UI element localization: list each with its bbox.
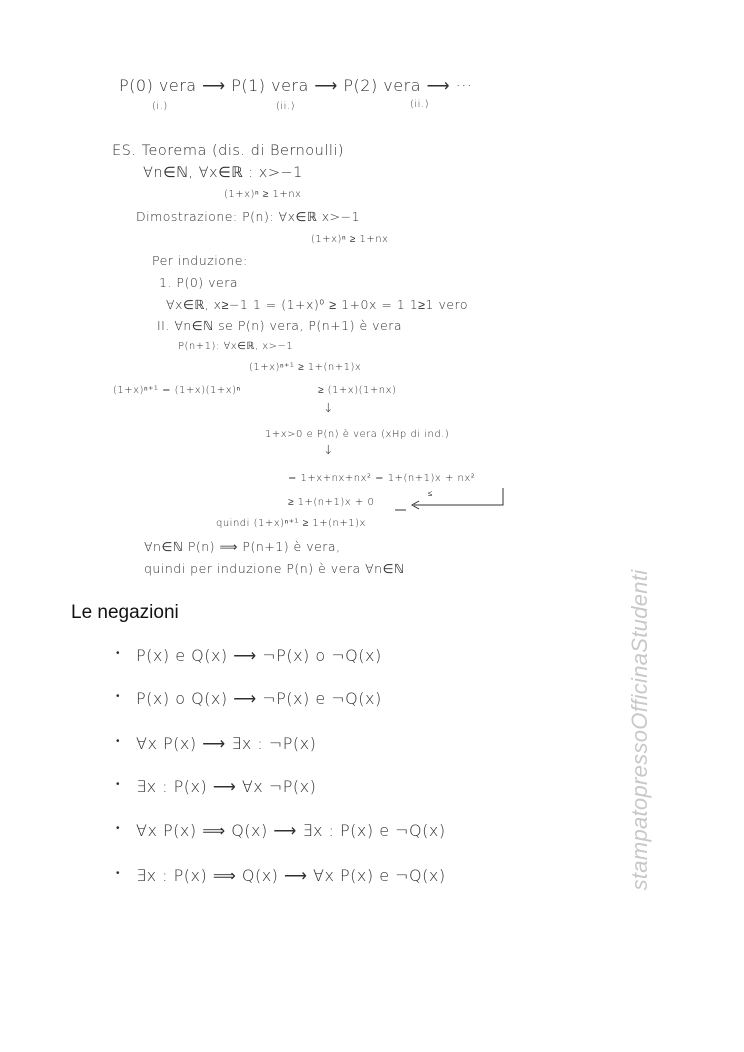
conclusion-line-1: ∀n∈ℕ P(n) ⟹ P(n+1) è vera, bbox=[144, 539, 341, 554]
by-induction-label: Per induzione: bbox=[152, 253, 248, 268]
down-arrow-2: ↓ bbox=[323, 442, 334, 457]
negation-item: ∃x : P(x) ⟶ ∀x ¬P(x) bbox=[136, 777, 317, 796]
inductive-claim: P(n+1): ∀x∈ℝ, x>−1 bbox=[178, 341, 294, 352]
chain-note-2: (ii.) bbox=[276, 101, 296, 112]
negation-item: P(x) o Q(x) ⟶ ¬P(x) e ¬Q(x) bbox=[136, 689, 382, 708]
justification: 1+x>0 e P(n) è vera (xHp di ind.) bbox=[265, 429, 450, 440]
theorem-statement: ∀n∈ℕ, ∀x∈ℝ : x>−1 bbox=[143, 165, 303, 181]
leq-mark: ≤ bbox=[428, 489, 433, 498]
bullet: • bbox=[116, 779, 121, 790]
watermark: stampatopressoOfficinaStudenti bbox=[627, 569, 652, 891]
proof-title: Dimostrazione: P(n): ∀x∈ℝ x>−1 bbox=[136, 209, 361, 224]
induction-chain: P(0) vera ⟶ P(1) vera ⟶ P(2) vera ⟶ ··· bbox=[119, 76, 473, 95]
bullet: • bbox=[116, 691, 121, 702]
proof-inequality: (1+x)ⁿ ≥ 1+nx bbox=[311, 234, 389, 245]
chain-note-3: (ii.) bbox=[410, 99, 430, 110]
conclusion-line-2: quindi per induzione P(n) è vera ∀n∈ℕ bbox=[144, 561, 405, 576]
bullet: • bbox=[116, 648, 121, 659]
inductive-step: II. ∀n∈ℕ se P(n) vera, P(n+1) è vera bbox=[157, 318, 403, 333]
expansion-rhs: ≥ (1+x)(1+nx) bbox=[318, 385, 397, 396]
negation-item: P(x) e Q(x) ⟶ ¬P(x) o ¬Q(x) bbox=[136, 646, 382, 665]
base-case: 1. P(0) vera bbox=[159, 275, 239, 290]
negations-heading: Le negazioni bbox=[71, 602, 179, 623]
down-arrow-1: ↓ bbox=[323, 400, 334, 415]
negation-item: ∀x P(x) ⟶ ∃x : ¬P(x) bbox=[136, 734, 317, 753]
expansion-line: = 1+x+nx+nx² = 1+(n+1)x + nx² bbox=[288, 473, 476, 484]
inductive-inequality: (1+x)ⁿ⁺¹ ≥ 1+(n+1)x bbox=[249, 362, 362, 373]
chain-note-1: (i.) bbox=[152, 101, 168, 112]
bracket-line bbox=[414, 488, 503, 505]
negation-item: ∃x : P(x) ⟹ Q(x) ⟶ ∀x P(x) e ¬Q(x) bbox=[136, 866, 446, 885]
bullet: • bbox=[116, 736, 121, 747]
negation-item: ∀x P(x) ⟹ Q(x) ⟶ ∃x : P(x) e ¬Q(x) bbox=[136, 821, 446, 840]
expansion-lhs: (1+x)ⁿ⁺¹ = (1+x)(1+x)ⁿ bbox=[113, 385, 241, 396]
theorem-title: ES. Teorema (dis. di Bernoulli) bbox=[112, 143, 345, 159]
therefore-line: quindi (1+x)ⁿ⁺¹ ≥ 1+(n+1)x bbox=[216, 518, 366, 529]
theorem-inequality: (1+x)ⁿ ≥ 1+nx bbox=[224, 189, 302, 200]
estimate-line: ≥ 1+(n+1)x + 0 bbox=[288, 497, 375, 508]
base-case-detail: ∀x∈ℝ, x≥−1 1 = (1+x)⁰ ≥ 1+0x = 1 1≥1 vero bbox=[166, 297, 469, 312]
bullet: • bbox=[116, 868, 121, 879]
bullet: • bbox=[116, 823, 121, 834]
